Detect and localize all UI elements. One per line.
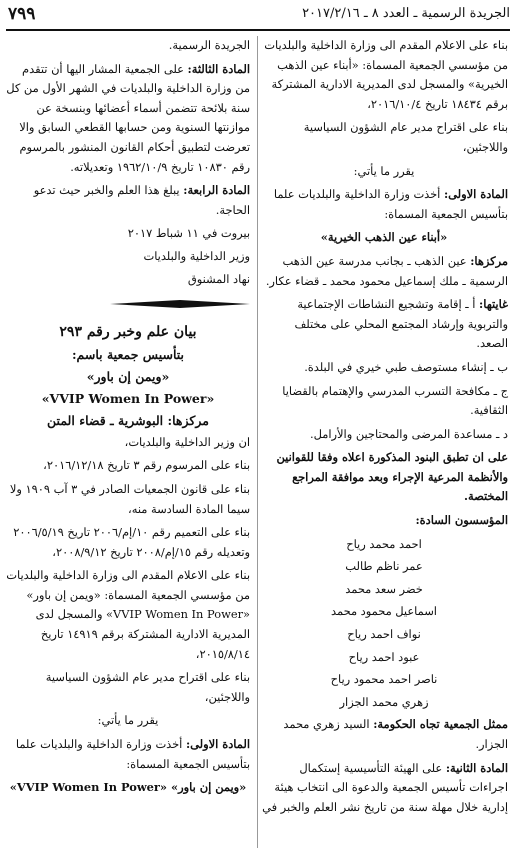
founder-name: زهري محمد الجزار bbox=[339, 694, 429, 709]
section-divider-ornament bbox=[110, 300, 250, 308]
goal-d: د ـ مساعدة المرضى والمحتاجين والأرامل. bbox=[310, 426, 508, 441]
hq-label: مركزها: bbox=[470, 253, 508, 268]
notice-title: بيان علم وخبر رقم ٢٩٣ bbox=[59, 323, 197, 340]
article-label: المادة الثانية: bbox=[445, 760, 508, 775]
paragraph: بناء على اقتراح مدير عام الشؤون السياسية واللاجئين، bbox=[45, 670, 250, 704]
paragraph: بناء على الاعلام المقدم الى وزارة الداخلية والبلديات من مؤسسي الجمعية المسماة: «أبناء عين الذهب الخيرية» والمسجل لدى المديرية الادارية المشتركة برقم ١٨٤٣٤ تاريخ ٢٠١٦/١٠/٤، bbox=[264, 38, 508, 111]
signature-name: نهاد المشنوق bbox=[187, 271, 250, 286]
article-label: المادة الاولى: bbox=[185, 737, 250, 752]
column-divider bbox=[257, 36, 258, 848]
hq-text: عين الذهب ـ بجانب مدرسة عين الذهب الرسمية ـ ملك إسماعيل محمود محمد ـ قضاء عكار. bbox=[265, 253, 508, 288]
paragraph: بناء على التعميم رقم ١٠/إم/٢٠٠٦ تاريخ ٢٠٠٦/٥/١٩ وتعديله رقم ١٥/إم/٢٠٠٨ تاريخ ٢٠٠٨/٩/١٢، bbox=[13, 525, 250, 559]
article-2 bbox=[260, 759, 508, 818]
rep-label: ممثل الجمعية تجاه الحكومة: bbox=[373, 717, 508, 732]
page-number: ٧٩٩ bbox=[8, 4, 36, 24]
article-text: على الجمعية المشار اليها أن تتقدم من وزارة الداخلية والبلديات في الشهر الأول من كل سنة بلائحة تتضمن أسماء أعضائها وبنسخة عن موازنتها السنوية ومن حسابها القطعي السابق والا تعرضت لتطبيق أحكام القانون المنشور بالمرسوم رقم ١٠٨٣٠ تاريخ ١٩٦٢/١٠/٩ وتعديلاته. bbox=[6, 61, 250, 174]
condition-text: على ان تطبق البنود المذكورة اعلاه وفقا للقوانين والأنظمة المرعية الإجراء وبعد موافقة المراجع المختصة. bbox=[276, 450, 508, 504]
article-1 bbox=[6, 735, 250, 774]
notice-name-arabic: «ويمن إن باور» bbox=[86, 368, 170, 384]
association-name: «أبناء عين الذهب الخيرية» bbox=[320, 230, 448, 245]
signature-date: بيروت في ١١ شباط ٢٠١٧ bbox=[127, 226, 250, 241]
goals-label: غايتها: bbox=[479, 297, 508, 312]
article-1 bbox=[260, 185, 508, 224]
article-text: يبلغ هذا العلم والخبر حيث تدعو الحاجة. bbox=[33, 183, 250, 217]
founder-name: خضر سعد محمد bbox=[345, 581, 423, 596]
article-4 bbox=[6, 181, 250, 220]
page-header bbox=[0, 0, 516, 28]
founder-name: احمد محمد رياح bbox=[346, 536, 422, 551]
association-name: «ويمن إن باور» «VVIP Women In Power» bbox=[9, 780, 247, 795]
header-rule bbox=[6, 29, 510, 31]
notice-headquarters: مركزها: البوشرية ـ قضاء المتن bbox=[47, 412, 209, 428]
founder-name: ناصر احمد محمود رياح bbox=[330, 672, 438, 687]
left-column bbox=[6, 36, 250, 802]
founder-name: عبود احمد رياح bbox=[348, 649, 420, 664]
decides-heading: يقرر ما يأتي: bbox=[353, 163, 415, 178]
founder-name: عمر ناظم طالب bbox=[345, 559, 423, 574]
article-label: المادة الرابعة: bbox=[183, 183, 250, 198]
goals bbox=[260, 295, 508, 354]
article-text: على الهيئة التأسيسية إستكمال اجراءات تأسيس الجمعية والدعوة الى انتخاب هيئة إدارية خلال مهلة سنة من تاريخ نشر العلم والخبر في bbox=[262, 760, 508, 814]
rep-text: السيد زهري محمد الجزار. bbox=[283, 717, 508, 751]
article-text: أخذت وزارة الداخلية والبلديات علما بتأسيس الجمعية المسماة: bbox=[273, 187, 508, 221]
article-3 bbox=[6, 60, 250, 178]
article-label: المادة الاولى: bbox=[443, 187, 508, 202]
founder-name: اسماعيل محمود محمد bbox=[331, 604, 437, 619]
founders-label: المؤسسون السادة: bbox=[415, 513, 508, 528]
paragraph: بناء على المرسوم رقم ٣ تاريخ ٢٠١٦/١٢/١٨، bbox=[43, 458, 250, 473]
goal-c: ج ـ مكافحة التسرب المدرسي والإهتمام بالقضايا الثقافية. bbox=[282, 383, 508, 418]
paragraph: ان وزير الداخلية والبلديات، bbox=[124, 434, 250, 449]
headquarters bbox=[260, 252, 508, 291]
continued-text: الجريدة الرسمية. bbox=[168, 38, 250, 52]
signature-title: وزير الداخلية والبلديات bbox=[143, 248, 250, 263]
paragraph: بناء على اقتراح مدير عام الشؤون السياسية واللاجئين، bbox=[303, 120, 508, 154]
article-text: أخذت وزارة الداخلية والبلديات علما بتأسيس الجمعية المسماة: bbox=[15, 737, 250, 771]
notice-subtitle: بتأسيس جمعية باسم: bbox=[71, 346, 185, 362]
government-representative bbox=[260, 715, 508, 754]
decides-heading: يقرر ما يأتي: bbox=[97, 713, 159, 728]
right-column bbox=[260, 36, 508, 821]
goal-b: ب ـ إنشاء مستوصف طبي خيري في البلدة. bbox=[304, 359, 508, 374]
article-label: المادة الثالثة: bbox=[187, 61, 250, 76]
goal-a: أ ـ إقامة وتشجيع النشاطات الإجتماعية والتربوية وإرشاد المجتمع المحلي على مختلف الصعد. bbox=[294, 297, 508, 351]
founder-name: نواف احمد رياح bbox=[347, 627, 421, 642]
notice-name-english: «VVIP Women In Power» bbox=[41, 390, 215, 406]
paragraph: بناء على قانون الجمعيات الصادر في ٣ آب ١٩٠٩ ولا سيما المادة السادسة منه، bbox=[9, 481, 250, 516]
paragraph: بناء على الاعلام المقدم الى وزارة الداخلية والبلديات من مؤسسي الجمعية المسماة: «ويمن إن باور» «VVIP Women In Power» والمسجل لدى المديرية الادارية المشتركة برقم ١٤٩١٩ تاريخ ٢٠١٥/٨/١٤، bbox=[6, 568, 250, 661]
gazette-title: الجريدة الرسمية ـ العدد ٨ ـ ٢٠١٧/٢/١٦ bbox=[302, 6, 510, 21]
